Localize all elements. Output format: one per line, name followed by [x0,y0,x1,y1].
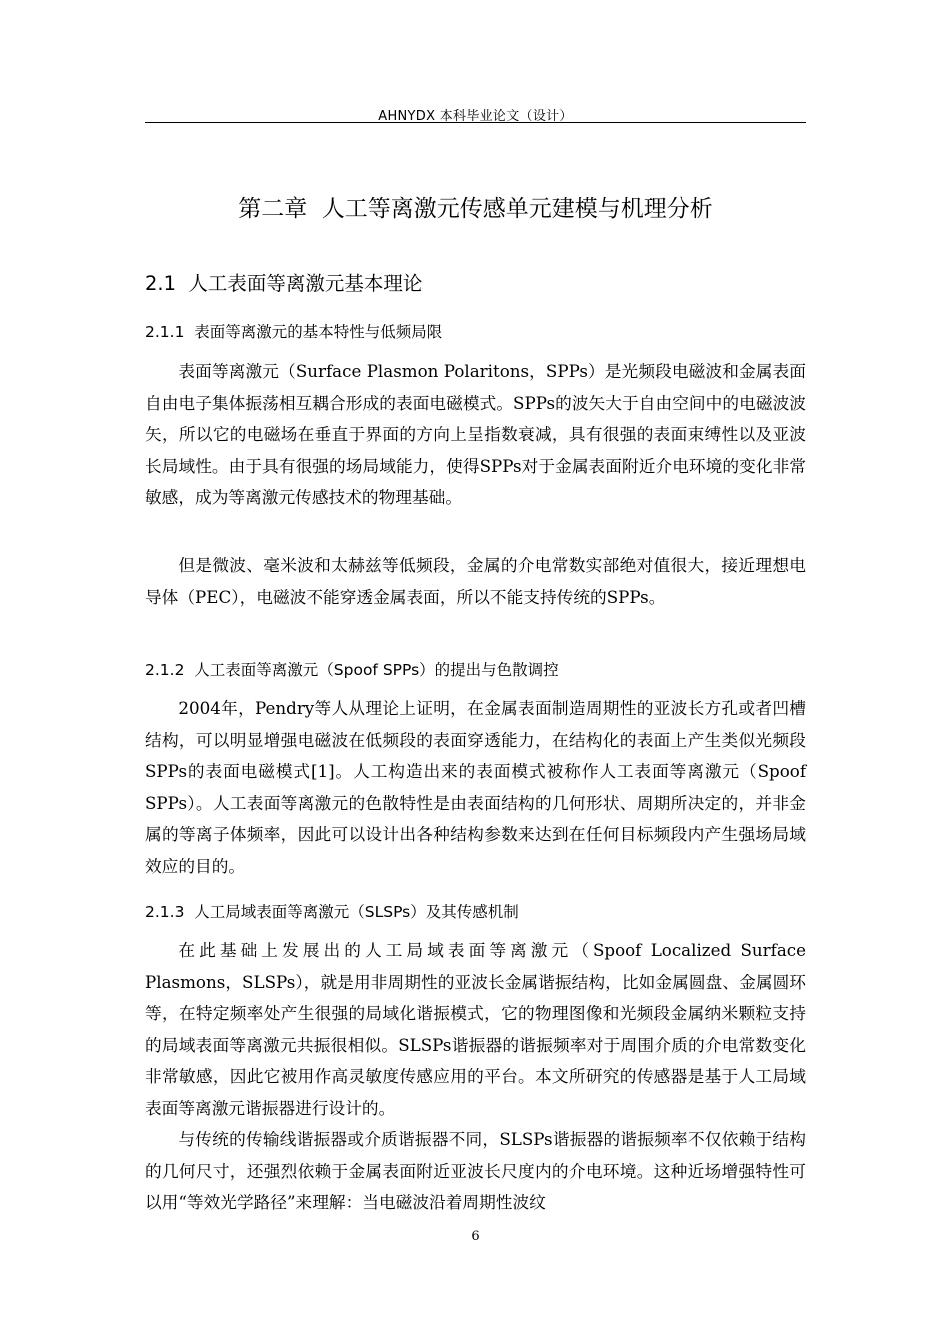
paragraph: 2004年，Pendry等人从理论上证明，在金属表面制造周期性的亚波长方孔或者凹槽结构，可以明显增强电磁波在低频段的表面穿透能力，在结构化的表面上产生类似光频段SPPs的表面电磁模式[1]。人工构造出来的表面模式被称作人工表面等离激元（Spoof SPPs）。人工表面等离激元的色散特性是由表面结构的几何形状、周期所决定的，并非金属的等离子体频率，因此可以设计出各种结构参数来达到在任何目标频段内产生强场局域效应的目的。 [145,698,806,876]
paragraph: 表面等离激元（Surface Plasmon Polaritons，SPPs）是光频段电磁波和金属表面自由电子集体振荡相互耦合形成的表面电磁模式。SPPs的波矢大于自由空间中的电磁波波矢，所以它的电磁场在垂直于界面的方向上呈指数衰减，具有很强的表面束缚性以及亚波长局域性。由于具有很强的场局域能力，使得SPPs对于金属表面附近介电环境的变化非常敏感，成为等离激元传感技术的物理基础。 [145,361,806,507]
paragraph: 在此基础上发展出的人工局域表面等离激元（Spoof Localized Surface Plasmons，SLSPs），就是用非周期性的亚波长金属谐振结构，比如金属圆盘、金属圆环等，在特定频率处产生很强的局域化谐振模式，它的物理图像和光频段金属纳米颗粒支持的局域表面等离激元共振很相似。SLSPs谐振器的谐振频率对于周围介质的介电常数变化非常敏感，因此它被用作高灵敏度传感应用的平台。本文所研究的传感器是基于人工局域表面等离激元谐振器进行设计的。 [145,940,806,1118]
subsection-title-2-1-2: 2.1.2 人工表面等离激元（Spoof SPPs）的提出与色散调控 [145,661,559,679]
section-title: 2.1 人工表面等离激元基本理论 [145,272,423,295]
paragraph: 与传统的传输线谐振器或介质谐振器不同，SLSPs谐振器的谐振频率不仅依赖于结构的几何尺寸，还强烈依赖于金属表面附近亚波长尺度内的介电环境。这种近场增强特性可以用“等效光学路径”来理解：当电磁波沿着周期性波纹 [145,1129,806,1212]
subsection-title-2-1-1: 2.1.1 表面等离激元的基本特性与低频局限 [145,323,443,341]
running-header: AHNYDX 本科毕业论文（设计） [378,109,573,124]
header-rule [145,122,806,123]
subsection-title-2-1-3: 2.1.3 人工局域表面等离激元（SLSPs）及其传感机制 [145,903,519,921]
chapter-title: 第二章 人工等离激元传感单元建模与机理分析 [238,196,713,222]
paragraph: 但是微波、毫米波和太赫兹等低频段，金属的介电常数实部绝对值很大，接近理想电导体（PEC），电磁波不能穿透金属表面，所以不能支持传统的SPPs。 [145,555,806,607]
page-number: 6 [471,1229,480,1244]
